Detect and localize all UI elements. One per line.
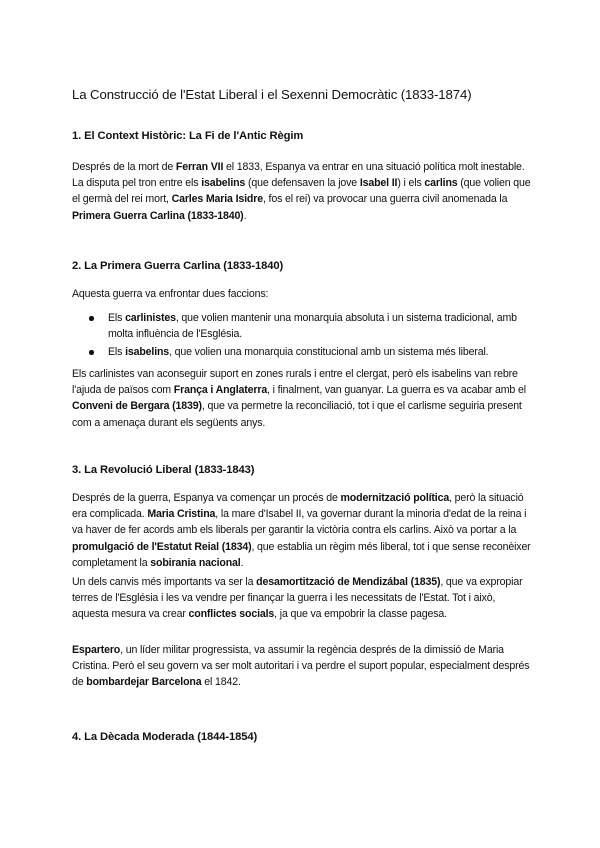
- list-item: Els isabelins, que volien una monarquia constitucional amb un sistema més liberal.: [72, 344, 532, 360]
- list-item: Els carlinistes, que volien mantenir una monarquia absoluta i un sistema tradicional, amb molta influència de l'Església.: [72, 310, 532, 342]
- section-3-heading: 3. La Revolució Liberal (1833-1843): [72, 464, 255, 476]
- section-3-paragraph-2: Un dels canvis més importants va ser la desamortització de Mendizábal (1835), que va expropiar terres de l'Església i les va vendre per finançar la guerra i les necessitats de l'Estat. Tot i això, aquesta mesura va crear conflictes socials, ja que va empobrir la classe pagesa.: [72, 576, 523, 621]
- section-2-paragraph: Els carlinistes van aconseguir suport en zones rurals i entre el clergat, però els isabelins van rebre l'ajuda de països com França i Anglaterra, i finalment, van guanyar. La guerra es va acabar amb el Conveni de Bergara (1839), que va permetre la reconciliació, tot i que el carlisme seguiria present com a amenaça durant els següents anys.: [72, 368, 526, 429]
- section-2-heading: 2. La Primera Guerra Carlina (1833-1840): [72, 260, 284, 272]
- section-2-intro: Aquesta guerra va enfrontar dues faccions:: [72, 288, 269, 300]
- factions-list: [72, 310, 532, 363]
- document-title: La Construcció de l'Estat Liberal i el Sexenni Democràtic (1833-1874): [72, 87, 472, 102]
- section-1-paragraph: Després de la mort de Ferran VII el 1833, Espanya va entrar en una situació política molt inestable. La disputa pel tron entre els isabelins (que defensaven la jove Isabel II) i els carlins (que volien que el germà del rei mort, Carles Maria Isidre, fos el rei) va provocar una guerra civil anomenada la Primera Guerra Carlina (1833-1840).: [72, 161, 531, 222]
- section-1-heading: 1. El Context Històric: La Fi de l'Antic Règim: [72, 130, 304, 142]
- section-3-paragraph-3: Espartero, un líder militar progressista, va assumir la regència després de la dimissió de Maria Cristina. Però el seu govern va ser molt autoritari i va perdre el suport popular, especialment després de bombardejar Barcelona el 1842.: [72, 644, 530, 689]
- section-3-paragraph-1: Després de la guerra, Espanya va començar un procés de modernització política, però la situació era complicada. Maria Cristina, la mare d'Isabel II, va governar durant la minoria d'edat de la reina i va haver de fer acords amb els liberals per garantir la victòria contra els carlins. Això va portar a la promulgació de l'Estatut Reial (1834), que establia un règim més liberal, tot i que sense reconèixer completament la sobirania nacional.: [72, 492, 531, 569]
- section-4-heading: 4. La Dècada Moderada (1844-1854): [72, 731, 258, 743]
